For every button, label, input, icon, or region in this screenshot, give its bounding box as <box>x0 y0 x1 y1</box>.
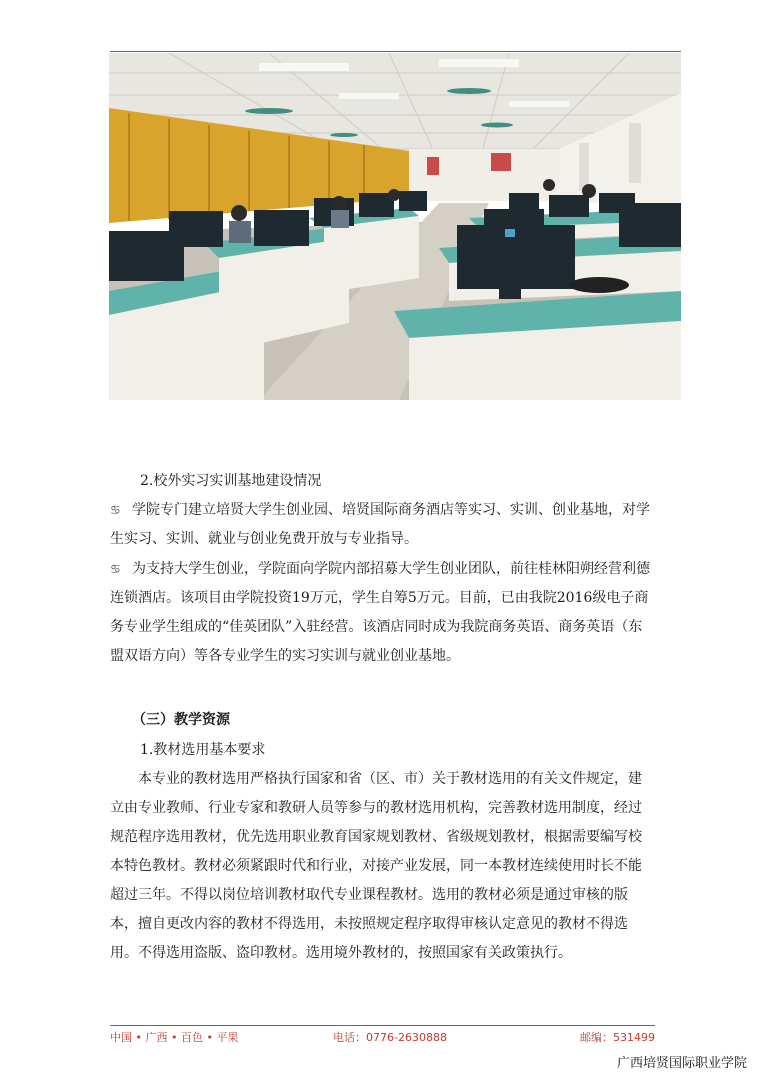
subsection-1-title: 1.教材选用基本要求 <box>140 742 266 758</box>
bullet-icon: ♋ <box>110 562 121 576</box>
college-name: 广西培贤国际职业学院 <box>616 1056 747 1071</box>
footer-phone: 电话：0776-2630888 <box>333 1031 447 1044</box>
section-3-title: （三）教学资源 <box>132 712 230 728</box>
bullet-paragraph-1: ♋ 学院专门建立培贤大学生创业园、培贤国际商务酒店等实习、实训、创业基地，对学生实习、实训、就业与创业免费开放与专业指导。 <box>110 496 655 554</box>
body-paragraph: 本专业的教材选用严格执行国家和省（区、市）关于教材选用的有关文件规定，建立由专业教师、行业专家和教研人员等参与的教材选用机构，完善教材选用制度，经过规范程序选用教材，优先选用职业教育国家规划教材、省级规划教材，根据需要编写校本特色教材。教材必须紧跟时代和行业，对接产业发展，同一本教材连续使用时长不能超过三年。不得以岗位培训教材取代专业课程教材。选用的教材必须是通过审核的版本，擅自更改内容的教材不得选用，未按照规定程序取得审核认定意见的教材不得选用。不得选用盗版、盗印教材。选用境外教材的，按照国家有关政策执行。 <box>110 771 642 961</box>
footer-rule <box>110 1025 655 1026</box>
footer-postcode: 邮编：531499 <box>580 1031 655 1044</box>
bullet-icon: ♋ <box>110 503 121 517</box>
footer-address: 中国 • 广西 • 百色 • 平果 <box>110 1031 239 1044</box>
bullet-paragraph-2: ♋ 为支持大学生创业，学院面向学院内部招募大学生创业团队，前往桂林阳朔经营利德连锁酒店。该项目由学院投资19万元，学生自筹5万元。目前，已由我院2016级电子商务专业学生组成的“佳英团队”入驻经营。该酒店同时成为我院商务英语、商务英语（东盟双语方向）等各专业学生的实习实训与就业创业基地。 <box>110 555 655 671</box>
header-rule <box>110 51 681 52</box>
computer-lab-photo <box>109 53 681 400</box>
section-2-title: 2.校外实习实训基地建设情况 <box>140 473 322 489</box>
